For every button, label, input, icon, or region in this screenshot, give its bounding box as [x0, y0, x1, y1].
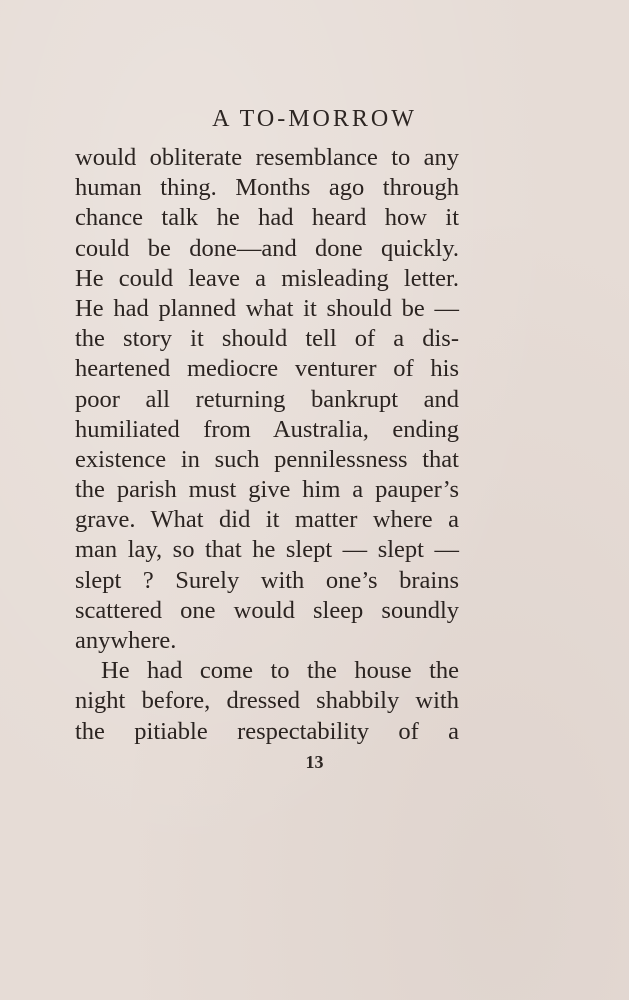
text-line: poor all returning bankrupt and — [75, 385, 459, 413]
text-line: human thing. Months ago through — [75, 174, 459, 202]
paragraph-start-line: He had come to the house the — [101, 657, 459, 685]
body-text — [75, 143, 459, 747]
text-line: He had planned what it should be — — [75, 294, 459, 322]
text-line: could be done—and done quickly. — [75, 234, 459, 262]
text-line: the parish must give him a pauper’s — [75, 476, 459, 504]
paragraph-end-line: anywhere. — [75, 627, 177, 654]
text-line: would obliterate resemblance to any — [75, 144, 459, 171]
text-line: the story it should tell of a dis- — [75, 325, 459, 353]
page-number: 13 — [305, 752, 324, 772]
text-line: grave. What did it matter where a — [75, 506, 459, 534]
text-line: existence in such pennilessness that — [75, 445, 459, 473]
text-line: chance talk he had heard how it — [75, 204, 459, 232]
text-line: the pitiable respectability of a — [75, 717, 459, 745]
running-head: A TO-MORROW — [212, 106, 417, 132]
text-line: slept ? Surely with one’s brains — [75, 566, 459, 594]
text-line: night before, dressed shabbily with — [75, 687, 459, 715]
text-line: heartened mediocre venturer of his — [75, 355, 459, 383]
text-line: He could leave a misleading letter. — [75, 264, 459, 292]
text-line: man lay, so that he slept — slept — — [75, 536, 459, 564]
text-line: scattered one would sleep soundly — [75, 596, 459, 624]
text-line: humiliated from Australia, ending — [75, 415, 459, 443]
